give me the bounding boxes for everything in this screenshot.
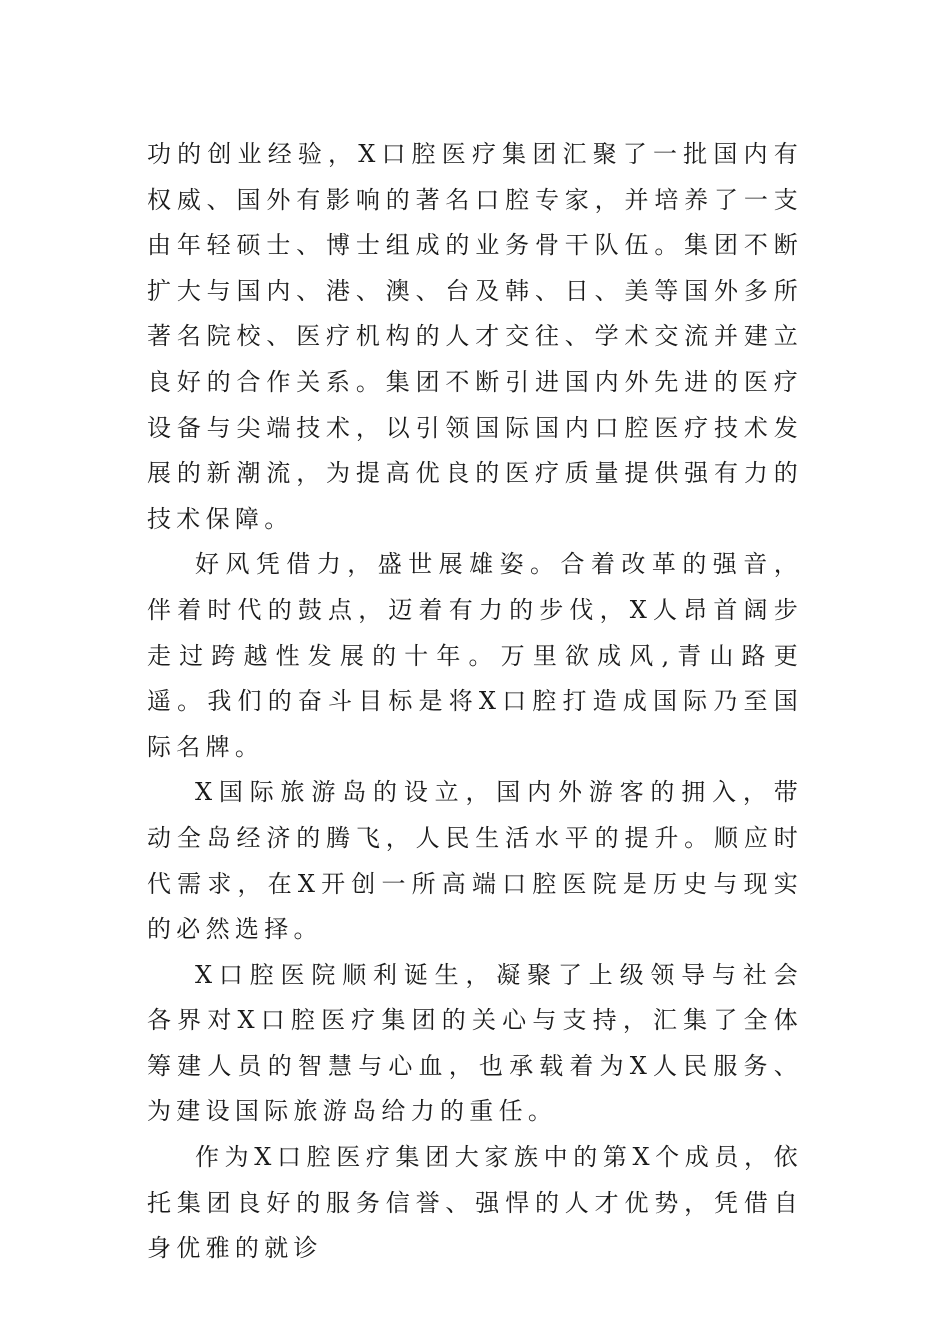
paragraph-3: X国际旅游岛的设立，国内外游客的拥入，带动全岛经济的腾飞，人民生活水平的提升。顺应时代需求，在X开创一所高端口腔医院是历史与现实的必然选择。 [147, 778, 803, 944]
paragraph-4: X口腔医院顺利诞生，凝聚了上级领导与社会各界对X口腔医疗集团的关心与支持，汇集了全体筹建人员的智慧与心血，也承载着为X人民服务、为建设国际旅游岛给力的重任。 [147, 960, 803, 1126]
document-body [147, 132, 803, 1272]
paragraph-1: 功的创业经验，X口腔医疗集团汇聚了一批国内有权威、国外有影响的著名口腔专家，并培养了一支由年轻硕士、博士组成的业务骨干队伍。集团不断扩大与国内、港、澳、台及韩、日、美等国外多所著名院校、医疗机构的人才交往、学术交流并建立良好的合作关系。集团不断引进国内外先进的医疗设备与尖端技术，以引领国际国内口腔医疗技术发展的新潮流，为提高优良的医疗质量提供强有力的技术保障。 [147, 140, 803, 533]
paragraph-5: 作为X口腔医疗集团大家族中的第X个成员，依托集团良好的服务信誉、强悍的人才优势，凭借自身优雅的就诊 [147, 1143, 803, 1263]
paragraph-2: 好风凭借力，盛世展雄姿。合着改革的强音，伴着时代的鼓点，迈着有力的步伐，X人昂首阔步走过跨越性发展的十年。万里欲成风,青山路更遥。我们的奋斗目标是将X口腔打造成国际乃至国际名牌。 [147, 550, 803, 761]
